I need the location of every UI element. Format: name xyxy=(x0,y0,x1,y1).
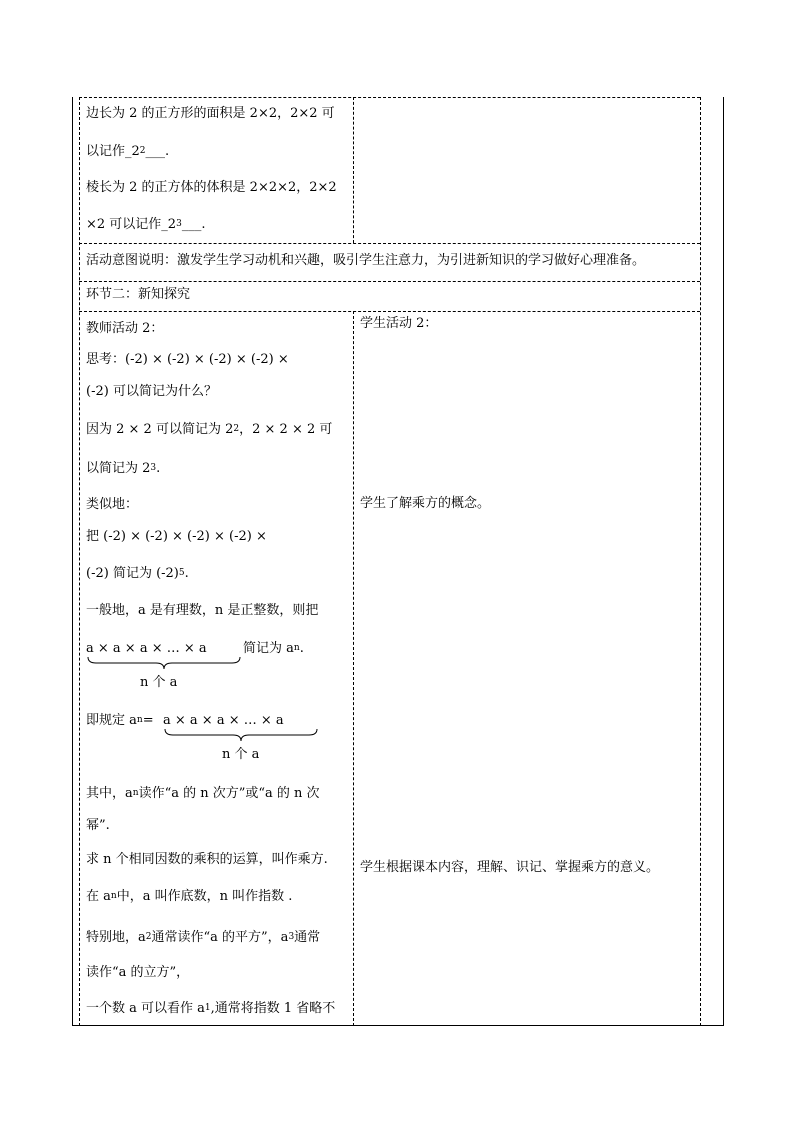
column-divider-bottom xyxy=(353,311,354,1026)
underbrace-2 xyxy=(163,728,319,742)
special-line2: 读作“a 的立方”， xyxy=(86,965,190,980)
row-line-3 xyxy=(79,311,700,312)
base-exponent-text: 在 $a^n$中，a 叫作底数，n 叫作指数 . xyxy=(86,889,293,904)
similar-text: 类似地： xyxy=(86,497,139,512)
general-text: 一般地，a 是有理数，n 是正整数，则把 xyxy=(86,603,319,618)
last-line: 一个数 a 可以看作 $a^1$,通常将指数 1 省略不 xyxy=(86,1001,336,1016)
inner-right-line xyxy=(700,97,701,1026)
activity-intent: 活动意图说明：激发学生学习动机和兴趣，吸引学生注意力，为引进新知识的学习做好心理准备。 xyxy=(86,253,646,268)
think-line1: 思考：(-2) × (-2) × (-2) × (-2) × xyxy=(86,352,289,367)
column-divider-top xyxy=(353,97,354,243)
student-activity-1: 学生了解乘方的概念。 xyxy=(360,496,491,511)
n-a-label-2: n 个 a xyxy=(222,747,260,762)
row-line-top xyxy=(79,97,700,98)
underbrace-1 xyxy=(86,656,242,670)
because-line2: 以简记为 $2^3$. xyxy=(86,461,161,476)
n-a-label-1: n 个 a xyxy=(140,675,178,690)
table-bottom-border xyxy=(72,1025,724,1026)
define-product: a × a × a × … × a xyxy=(163,713,284,728)
row1-line1: 边长为 2 的正方形的面积是 2×2，2×2 可 xyxy=(86,106,335,121)
because-line1: 因为 2 × 2 可以简记为 $2^2$，2 × 2 × 2 可 xyxy=(86,422,333,437)
special-line1: 特别地，$a^2$通常读作“a 的平方”，$a^3$通常 xyxy=(86,930,321,945)
student-title: 学生活动 2： xyxy=(360,316,438,331)
put-line2: (-2) 简记为 $(-2)^5$. xyxy=(86,566,189,581)
section-title: 环节二：新知探究 xyxy=(86,287,191,302)
student-activity-2: 学生根据课本内容，理解、识记、掌握乘方的意义。 xyxy=(360,860,660,875)
read-line1: 其中，$a^n$读作“a 的 n 次方”或“a 的 n 次 xyxy=(86,786,320,801)
think-line2: (-2) 可以简记为什么？ xyxy=(86,384,217,399)
table-right-border xyxy=(723,97,724,1026)
row1-line3: 棱长为 2 的正方体的体积是 2×2×2，2×2 xyxy=(86,180,337,195)
teacher-title: 教师活动 2： xyxy=(86,321,164,336)
define-label: 即规定 $a^n=$ xyxy=(86,713,154,728)
put-line1: 把 (-2) × (-2) × (-2) × (-2) × xyxy=(86,529,267,544)
abbreviation-text: 简记为 $a^n$. xyxy=(243,641,304,656)
product-expression: a × a × a × … × a xyxy=(86,641,207,656)
row1-line2: 以记作$\_2^2\_\_\_$. xyxy=(86,144,170,159)
operation-definition: 求 n 个相同因数的乘积的运算，叫作乘方. xyxy=(86,852,328,867)
row1-line4: ×2 可以记作$\_2^3\_\_\_$. xyxy=(86,217,206,232)
row-line-2 xyxy=(79,281,700,282)
inner-left-line xyxy=(79,97,80,1026)
row-line-1 xyxy=(79,243,700,244)
read-line2: 幂”. xyxy=(86,818,110,833)
table-left-border xyxy=(72,97,73,1026)
